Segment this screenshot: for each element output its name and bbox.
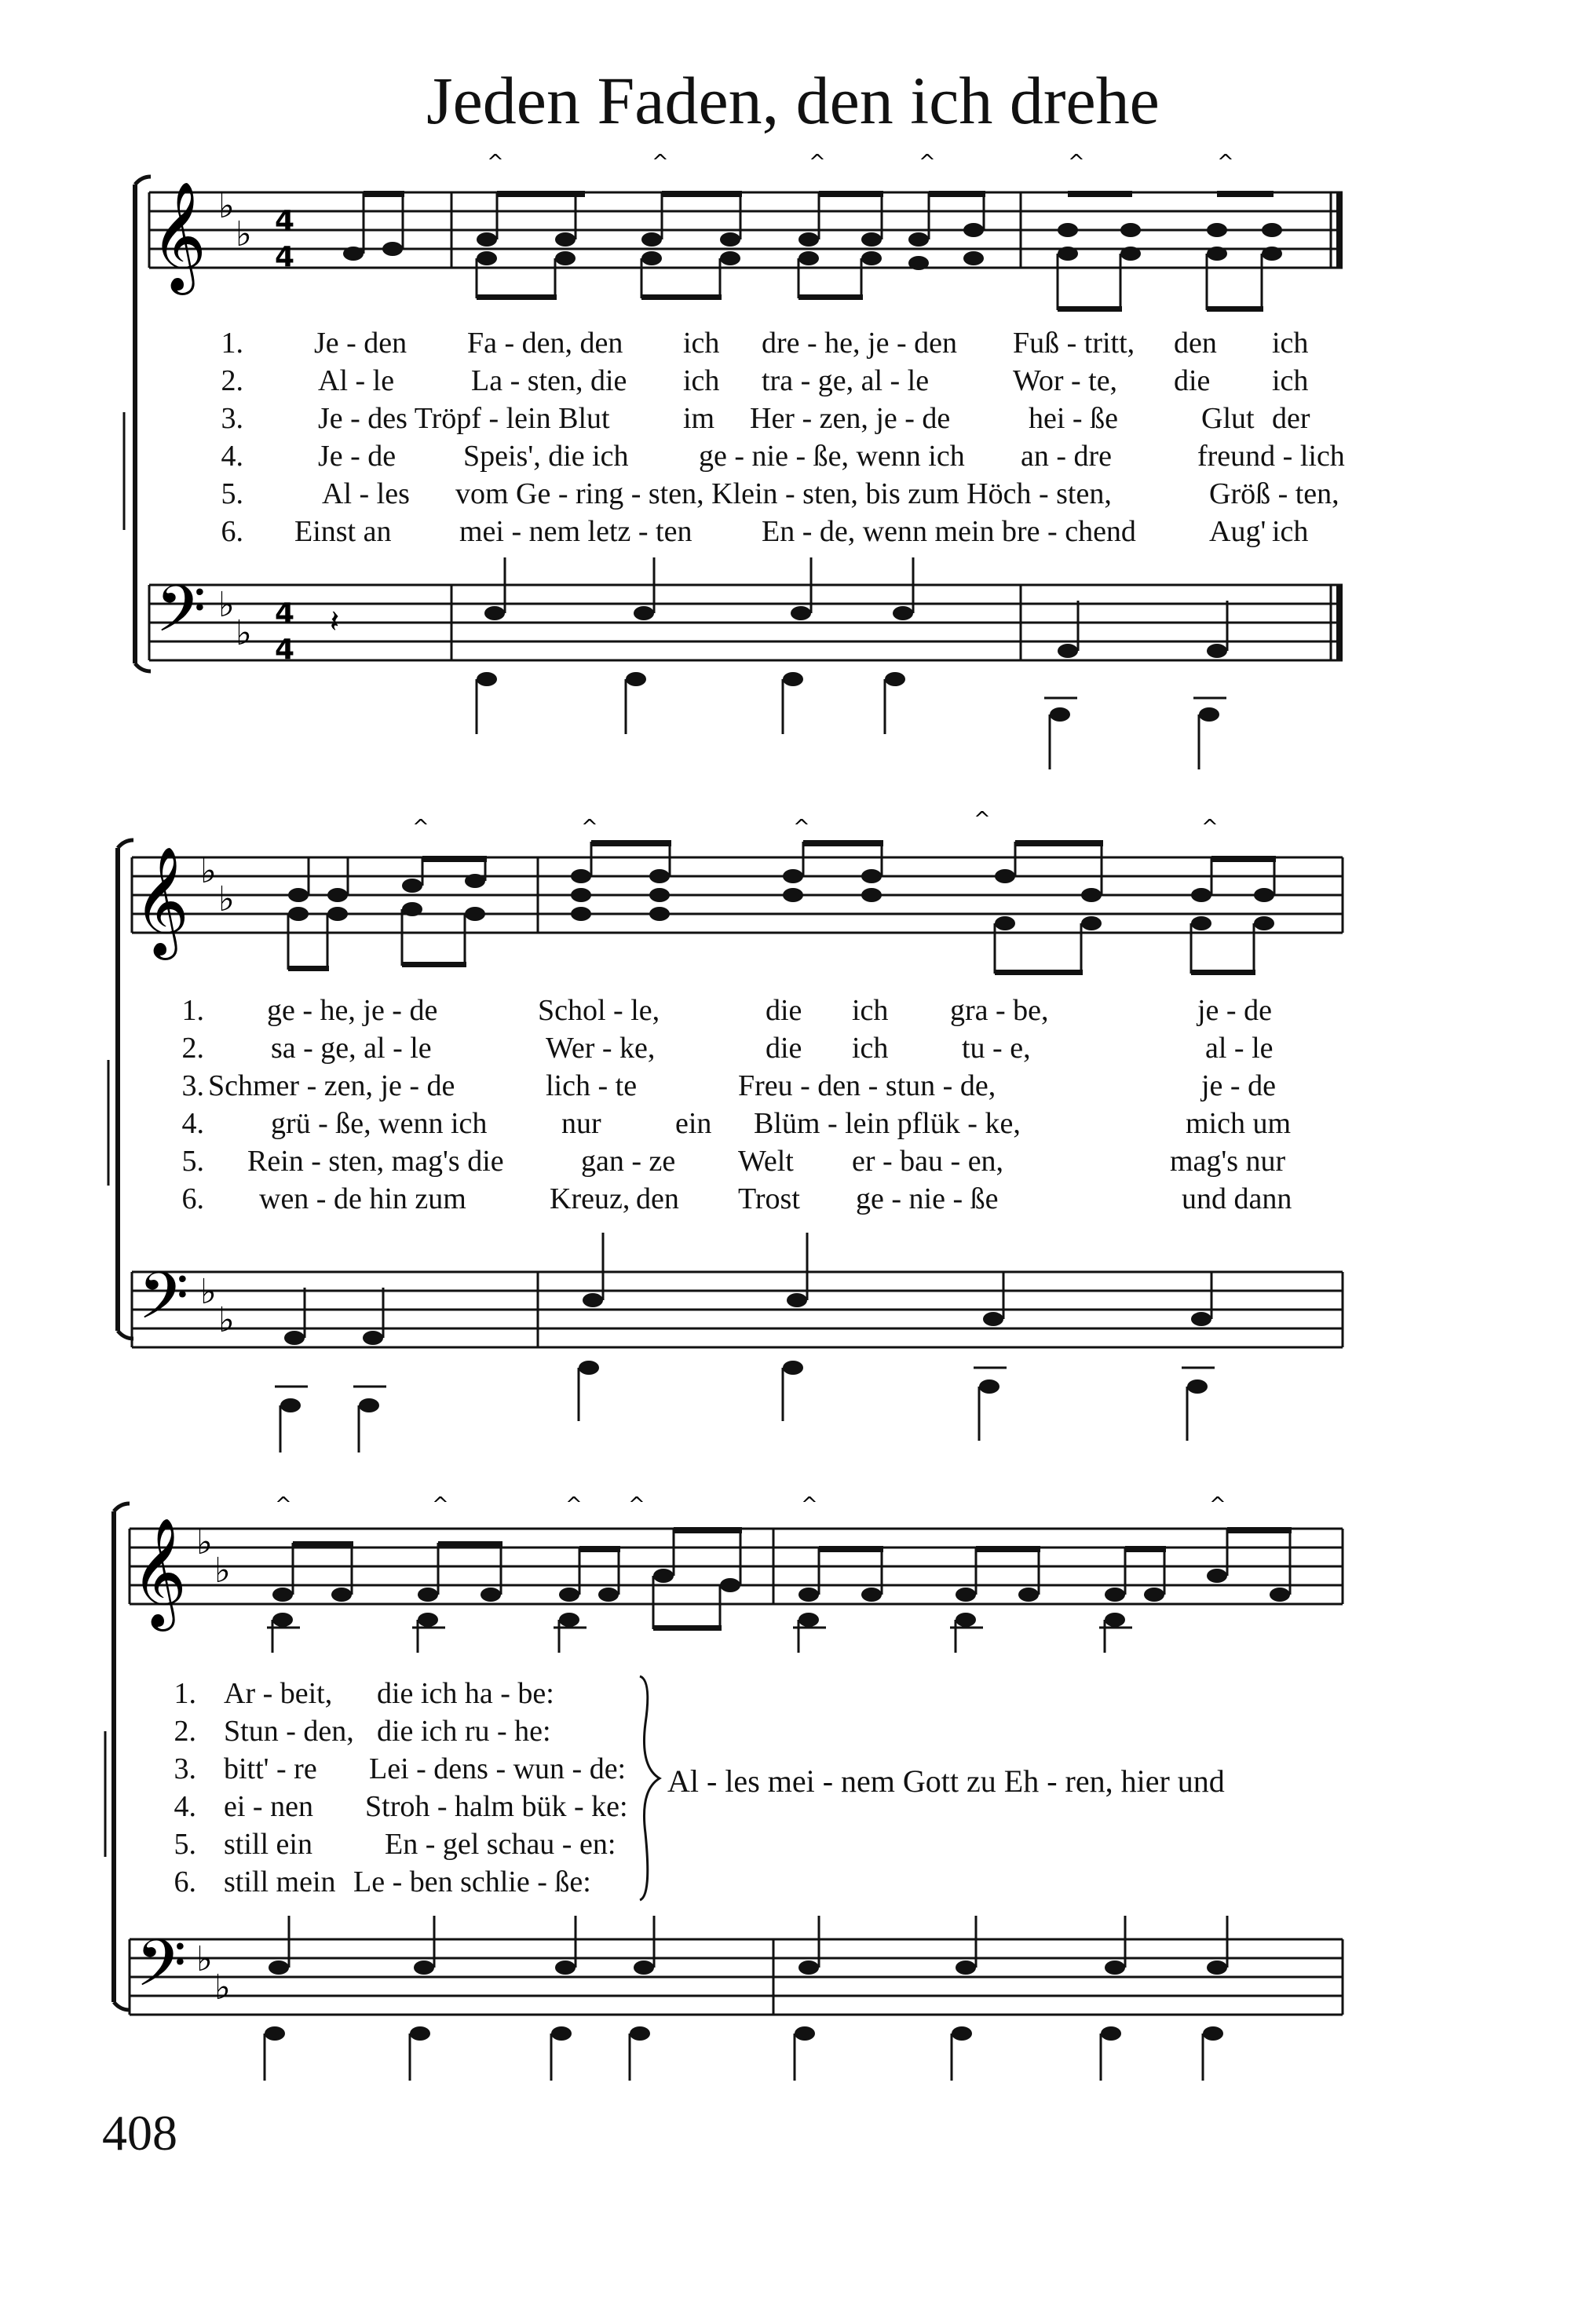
syllable: Je - des Tröpf - lein Blut	[318, 402, 610, 435]
syllable: Speis', die ich	[463, 440, 629, 473]
syllable: grü - ße, wenn ich	[271, 1107, 488, 1140]
syllable: dre - he, je - den	[762, 327, 957, 360]
svg-text:♭: ♭	[200, 851, 217, 891]
verse-number: 4.	[181, 1107, 204, 1140]
syllable: der	[1272, 402, 1310, 435]
verse-number: 1.	[174, 1677, 196, 1710]
syllable: ich	[1272, 327, 1309, 360]
syllable: freund - lich	[1197, 440, 1345, 473]
svg-text:♭: ♭	[218, 186, 235, 226]
syllable: mag's nur	[1170, 1145, 1286, 1178]
svg-text:^: ^	[919, 151, 936, 174]
syllable: ich	[683, 364, 720, 397]
syllable: die ich ru - he:	[377, 1715, 551, 1748]
syllable: ich	[1272, 515, 1309, 548]
verse-line-3	[118, 1069, 1366, 1105]
syllable: lich - te	[546, 1069, 638, 1102]
syllable: Wor - te,	[1013, 364, 1118, 397]
syllable: Blüm - lein pflük - ke,	[754, 1107, 1021, 1140]
verse-line-3	[118, 401, 1366, 437]
svg-text:𝄽: 𝄽	[330, 604, 340, 640]
syllable: Freu - den - stun - de,	[738, 1069, 996, 1102]
svg-text:^: ^	[974, 808, 991, 831]
hymn-title: Jeden Faden, den ich drehe	[426, 63, 1160, 138]
verse-number: 6.	[221, 515, 243, 548]
syllable: Lei - dens - wun - de:	[369, 1752, 627, 1785]
svg-text:♭: ♭	[214, 1968, 231, 2008]
verse-line-5	[118, 477, 1366, 513]
system-1	[118, 151, 1366, 758]
syllable: Al - les	[322, 477, 410, 510]
verse-line-1	[118, 993, 1366, 1029]
verse-number: 2.	[181, 1032, 204, 1065]
verse-number: 3.	[174, 1752, 196, 1785]
syllable: mich um	[1186, 1107, 1292, 1140]
syllable: an - dre	[1021, 440, 1113, 473]
svg-text:^: ^	[581, 816, 598, 839]
syllable: Kreuz,	[550, 1182, 630, 1215]
verse-line-6	[118, 1182, 1366, 1218]
svg-text:𝄢: 𝄢	[136, 1925, 187, 2017]
syllable: Fa - den, den	[467, 327, 623, 360]
syllable: ge - he, je - de	[267, 994, 438, 1027]
syllable: ei - nen	[224, 1790, 313, 1823]
syllable: ich	[1272, 364, 1309, 397]
syllable: die ich ha - be:	[377, 1677, 554, 1710]
svg-text:♭: ♭	[214, 1551, 231, 1591]
syllable: gra - be,	[950, 994, 1049, 1027]
syllable: mei - nem letz - ten	[459, 515, 693, 548]
svg-text:^: ^	[1201, 816, 1219, 839]
svg-text:♭: ♭	[218, 879, 235, 919]
syllable: den	[1174, 327, 1217, 360]
svg-text:♭: ♭	[218, 1300, 235, 1340]
syllable: gan - ze	[581, 1145, 676, 1178]
syllable: Wer - ke,	[546, 1032, 656, 1065]
verse-number: 3.	[181, 1069, 204, 1102]
syllable: Größ - ten,	[1209, 477, 1339, 510]
svg-text:^: ^	[652, 151, 669, 174]
verse-number: 1.	[181, 994, 204, 1027]
syllable: die	[766, 1032, 802, 1065]
syllable: Le - ben schlie - ße:	[353, 1865, 591, 1898]
syllable: ich	[683, 327, 720, 360]
svg-text:♭: ♭	[196, 1522, 213, 1562]
verse-line-4	[118, 1106, 1366, 1142]
svg-text:^: ^	[801, 1493, 818, 1517]
svg-text:^: ^	[1217, 151, 1234, 174]
system-3	[118, 1488, 1366, 2085]
svg-text:4: 4	[275, 597, 295, 630]
syllable: still ein	[224, 1828, 312, 1861]
svg-text:♭: ♭	[196, 1939, 213, 1979]
verse-number: 3.	[221, 402, 243, 435]
svg-text:𝄞: 𝄞	[151, 181, 206, 290]
svg-text:^: ^	[275, 1493, 292, 1517]
system-2	[118, 808, 1366, 1421]
syllable: ein	[675, 1107, 712, 1140]
svg-text:^: ^	[793, 816, 810, 839]
svg-text:^: ^	[1068, 151, 1085, 174]
svg-text:^: ^	[809, 151, 826, 174]
svg-text:𝄞: 𝄞	[133, 846, 189, 956]
syllable: La - sten, die	[471, 364, 627, 397]
syllable: Je - den	[314, 327, 407, 360]
svg-text:^: ^	[565, 1493, 583, 1517]
svg-text:𝄢: 𝄢	[138, 1258, 189, 1350]
syllable: Glut	[1201, 402, 1255, 435]
svg-text:𝄞: 𝄞	[131, 1518, 187, 1627]
svg-text:♭: ♭	[218, 585, 235, 625]
syllable: Al - le	[318, 364, 395, 397]
verse-number: 1.	[221, 327, 243, 360]
syllable: die	[1174, 364, 1211, 397]
svg-text:4: 4	[275, 634, 295, 666]
syllable: ge - nie - ße, wenn ich	[699, 440, 965, 473]
svg-text:^: ^	[1209, 1493, 1226, 1517]
syllable: im	[683, 402, 715, 435]
verse-number: 5.	[221, 477, 243, 510]
svg-text:♭: ♭	[236, 613, 252, 653]
syllable: hei - ße	[1029, 402, 1118, 435]
syllable: wen - de hin zum	[259, 1182, 466, 1215]
syllable: Fuß - tritt,	[1013, 327, 1135, 360]
refrain-text: Al - les mei - nem Gott zu Eh - ren, hier und	[667, 1763, 1225, 1799]
syllable: Stun - den,	[224, 1715, 354, 1748]
syllable: Schmer - zen, je - de	[208, 1069, 455, 1102]
syllable: den	[636, 1182, 679, 1215]
syllable: Stroh - halm bük - ke:	[365, 1790, 628, 1823]
syllable: vom Ge - ring - sten, Klein - sten, bis zum Höch - sten,	[455, 477, 1112, 510]
svg-text:4: 4	[275, 241, 295, 273]
verse-line-2	[118, 1031, 1366, 1067]
verse-number: 6.	[181, 1182, 204, 1215]
page-number: 408	[102, 2105, 177, 2161]
syllable: Einst an	[294, 515, 392, 548]
svg-text:♭: ♭	[236, 214, 252, 254]
syllable: Rein - sten, mag's die	[247, 1145, 504, 1178]
verse-number: 2.	[174, 1715, 196, 1748]
syllable: je - de	[1197, 994, 1272, 1027]
svg-text:^: ^	[432, 1493, 449, 1517]
syllable: ge - nie - ße	[856, 1182, 999, 1215]
syllable: ich	[852, 994, 889, 1027]
verse-line-6	[118, 514, 1366, 550]
svg-text:𝄢: 𝄢	[155, 571, 206, 663]
verse-number: 4.	[221, 440, 243, 473]
syllable: Schol - le,	[538, 994, 660, 1027]
syllable: tu - e,	[962, 1032, 1031, 1065]
svg-text:^: ^	[628, 1493, 645, 1517]
syllable: und dann	[1182, 1182, 1292, 1215]
svg-text:4: 4	[275, 205, 295, 237]
syllable: Aug'	[1209, 515, 1266, 548]
verse-number: 5.	[181, 1145, 204, 1178]
svg-text:^: ^	[412, 816, 429, 839]
verse-line-5	[118, 1144, 1366, 1180]
verse-number: 2.	[221, 364, 243, 397]
syllable: die	[766, 994, 802, 1027]
syllable: nur	[561, 1107, 601, 1140]
syllable: ich	[852, 1032, 889, 1065]
syllable: Ar - beit,	[224, 1677, 333, 1710]
verse-number: 6.	[174, 1865, 196, 1898]
syllable: je - de	[1201, 1069, 1276, 1102]
verse-line-4	[118, 439, 1366, 475]
syllable: bitt' - re	[224, 1752, 317, 1785]
verse-line-1	[118, 326, 1366, 362]
syllable: tra - ge, al - le	[762, 364, 930, 397]
syllable: er - bau - en,	[852, 1145, 1004, 1178]
verse-number: 4.	[174, 1790, 196, 1823]
verse-line-2	[118, 364, 1366, 400]
svg-text:^: ^	[487, 151, 504, 174]
syllable: En - de, wenn mein bre - chend	[762, 515, 1136, 548]
syllable: still mein	[224, 1865, 336, 1898]
syllable: sa - ge, al - le	[271, 1032, 432, 1065]
syllable: Trost	[738, 1182, 800, 1215]
svg-text:♭: ♭	[200, 1272, 217, 1312]
syllable: al - le	[1205, 1032, 1274, 1065]
syllable: Je - de	[318, 440, 396, 473]
syllable: Welt	[738, 1145, 794, 1178]
verse-number: 5.	[174, 1828, 196, 1861]
syllable: En - gel schau - en:	[385, 1828, 616, 1861]
syllable: Her - zen, je - de	[750, 402, 951, 435]
